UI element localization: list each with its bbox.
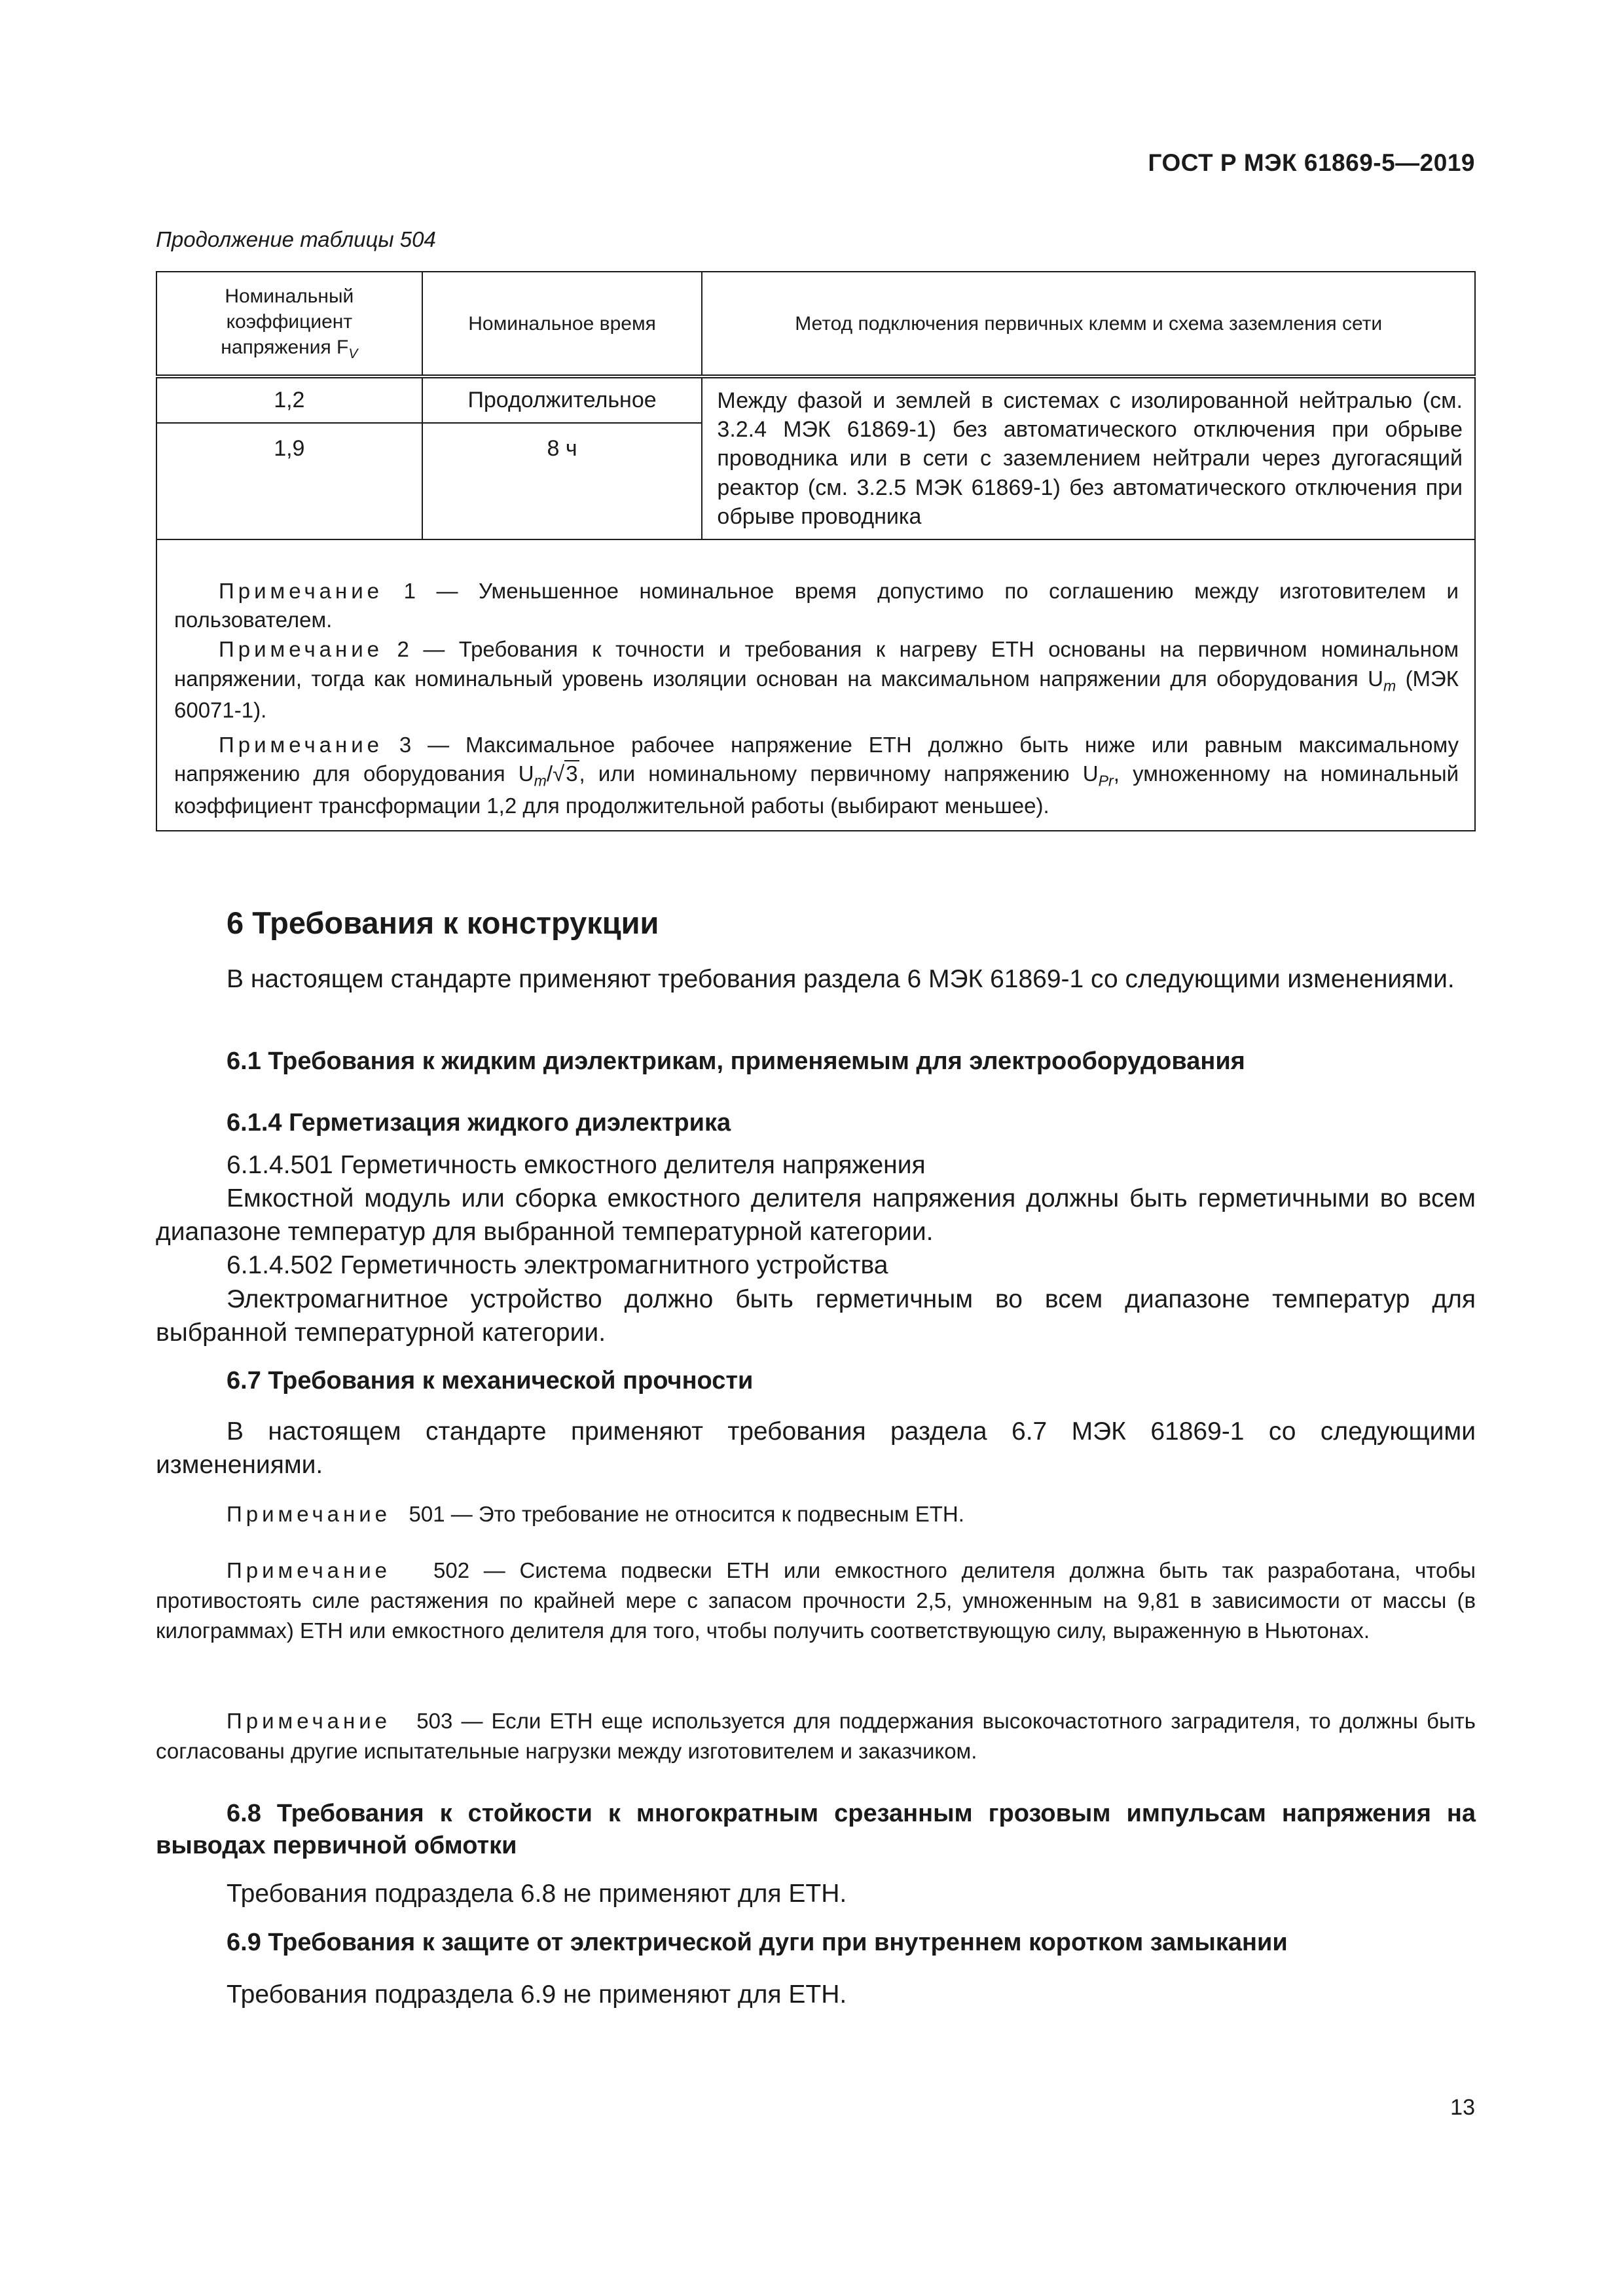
header-factor-subscript: V [348, 346, 358, 362]
row1-factor: 1,2 [156, 376, 422, 423]
note-503 [156, 1706, 1476, 1766]
table-notes-row [156, 539, 1475, 831]
section-6-9-title: 6.9 Требования к защите от электрической дуги при внутреннем коротком замыкании [227, 1929, 1288, 1956]
sqrt-symbol-icon: √ [553, 761, 565, 786]
header-method: Метод подключения первичных клемм и схема заземления сети [702, 272, 1475, 376]
standard-code: ГОСТ Р МЭК 61869-5—2019 [1148, 149, 1475, 176]
section-6-title: 6 Требования к конструкции [227, 905, 659, 940]
note-text: — Уменьшенное номинальное время допустимо по соглашению между изготовителем и пользователем. [174, 578, 1459, 632]
header-factor-line1: Номинальный [225, 285, 354, 308]
section-6-1-title: 6.1 Требования к жидким диэлектрикам, применяемым для электрооборудования [227, 1048, 1245, 1075]
note-text: — Требования к точности и требования к нагреву ЕТН основаны на первичном номинальном напряжении, тогда как номинальный уровень изоляции основан на максимальном напряжении для оборудования U [174, 637, 1459, 691]
section-6-1-4-501-title: 6.1.4.501 Герметичность емкостного делителя напряжения [227, 1151, 926, 1179]
note-number: 501 [409, 1502, 445, 1526]
section-6-9-text: Требования подраздела 6.9 не применяют для ЕТН. [227, 1980, 847, 2009]
note-501 [156, 1499, 1476, 1529]
row1-time: Продолжительное [422, 376, 702, 423]
section-6-8-title: 6.8 Требования к стойкости к многократным срезанным грозовым импульсам напряжения на выводах первичной обмотки [156, 1800, 1476, 1860]
table-notes [156, 539, 1475, 831]
section-6-8-text: Требования подраздела 6.8 не применяют для ЕТН. [227, 1880, 847, 1908]
header-factor-line3: напряжения F [221, 337, 349, 359]
note-label: Примечание [219, 732, 384, 757]
note-text: , или номинальному первичному напряжению U [579, 761, 1099, 786]
table-note-1 [174, 577, 1459, 635]
note-number: 2 [397, 637, 409, 662]
note-label: Примечание [227, 1709, 392, 1733]
note-label: Примечание [219, 637, 384, 662]
note-number: 3 [399, 732, 412, 757]
note-502 [156, 1556, 1476, 1647]
method-description: Между фазой и землей в системах с изолированной нейтралью (см. 3.2.4 МЭК 61869-1) без автоматического отключения при обрыве проводника или в сети с заземлением нейтрали через дугогасящий реактор (см. 3.2.5 МЭК 61869-1) без автоматического отключения при обрыве проводника [702, 376, 1475, 539]
note-subscript-m: m [534, 773, 547, 790]
note-text: , умноженному на номинальный коэффициент трансформации 1,2 для продолжительной работы (выбирают меньшее). [174, 761, 1459, 818]
note-subscript: m [1383, 677, 1396, 695]
row2-factor: 1,9 [156, 423, 422, 539]
header-time: Номинальное время [422, 272, 702, 376]
note-text: — Система подвески ЕТН или емкостного делителя должна быть так разработана, чтобы противостоять силе растяжения по крайней мере с запасом прочности 2,5, умноженным на 9,81 в зависимости от массы (в килограммах) ЕТН или емкостного делителя для того, чтобы получить соответствующую силу, выраженную в Ньютонах. [156, 1558, 1476, 1643]
table-note-3: Примечание 3 — Максимальное рабочее напряжение ЕТН должно быть ниже или равным максимальному напряжению для оборудования $U_m/√3$, или номинальному первичному напряжению $U_{Pr}$, умноженному на номинальный коэффициент трансформации 1,2 для продолжительной работы (выбирают меньшее). [174, 732, 1459, 818]
note-number: 502 [433, 1558, 470, 1582]
row2-time: 8 ч [422, 423, 702, 539]
note-label: Примечание [227, 1502, 392, 1526]
section-6-1-4-501-text: Емкостной модуль или сборка емкостного делителя напряжения должны быть герметичными во всем диапазоне температур для выбранной температурной категории. [156, 1184, 1476, 1246]
note-subscript-pr: Pr [1098, 773, 1114, 790]
note-number: 503 [416, 1709, 453, 1733]
section-6-7-title: 6.7 Требования к механической прочности [227, 1367, 754, 1394]
table-504 [156, 271, 1476, 831]
note-number: 1 [403, 578, 416, 603]
sqrt-value: 3 [566, 761, 578, 786]
table-row [156, 376, 1475, 423]
table-continuation-label: Продолжение таблицы 504 [156, 227, 436, 251]
table-header-row [156, 272, 1475, 376]
section-6-1-4-title: 6.1.4 Герметизация жидкого диэлектрика [227, 1109, 731, 1137]
section-6-1-4-502-title: 6.1.4.502 Герметичность электромагнитного устройства [227, 1251, 888, 1279]
note-text-tail: (МЭК 60071-1). [174, 666, 1459, 723]
note-text: — Максимальное рабочее напряжение ЕТН должно быть ниже или равным максимальному напряжению для оборудования U [174, 732, 1459, 786]
section-6-7-intro: В настоящем стандарте применяют требования раздела 6.7 МЭК 61869-1 со следующими изменениями. [156, 1417, 1476, 1479]
header-factor-line2: коэффициент [226, 311, 353, 333]
note-label: Примечание [219, 578, 384, 603]
note-text: — Если ЕТН еще используется для поддержания высокочастотного заградителя, то должны быть согласованы другие испытательные нагрузки между изготовителем и заказчиком. [156, 1709, 1476, 1764]
note-label: Примечание [227, 1558, 392, 1582]
header-factor [156, 272, 422, 376]
section-6-intro: В настоящем стандарте применяют требования раздела 6 МЭК 61869-1 со следующими изменениями. [227, 965, 1455, 993]
page-number: 13 [1450, 2095, 1475, 2120]
table-note-2 [174, 635, 1459, 725]
section-6-1-4-502-text: Электромагнитное устройство должно быть герметичным во всем диапазоне температур для выбранной температурной категории. [156, 1285, 1476, 1347]
note-text: — Это требование не относится к подвесным ЕТН. [450, 1502, 964, 1526]
